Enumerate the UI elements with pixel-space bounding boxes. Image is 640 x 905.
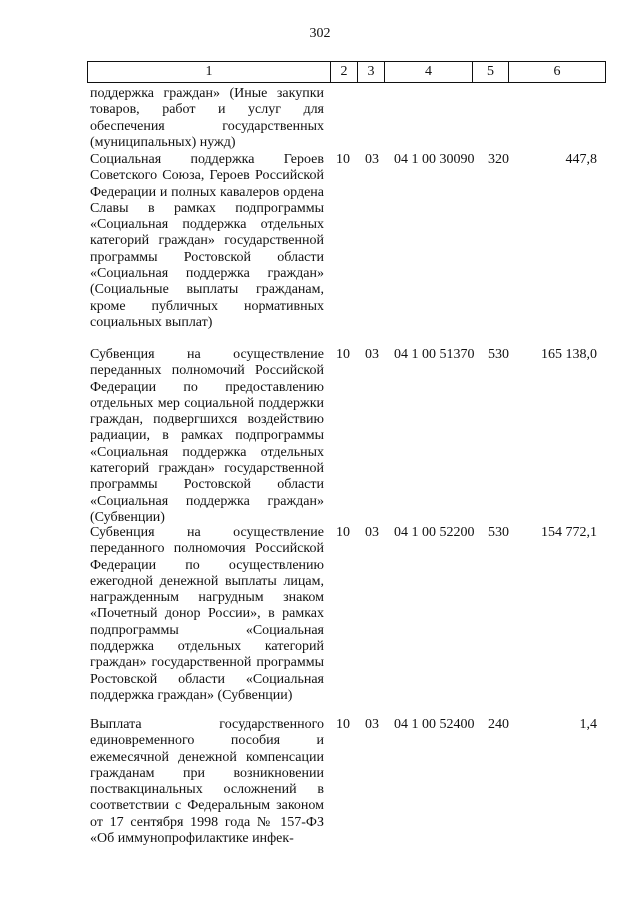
row-description: Выплата государственного единовременного пособия и ежемесячной денежной компенсации гражданам при возникновении поствакцинальных осложнений в соответствии с Федеральным законом от 17 сентября 1998 года № 157-ФЗ «Об иммунопрофилактике инфек- [90, 717, 324, 847]
column-header-6: 6 [553, 64, 561, 79]
row-expense-type: 530 [488, 347, 509, 362]
row-subsection-code: 03 [365, 717, 379, 732]
page-number: 302 [309, 26, 331, 41]
column-header-2: 2 [331, 62, 358, 82]
column-header-1: 1 [88, 62, 331, 82]
row-section-code: 10 [336, 152, 350, 167]
row-amount: 154 772,1 [541, 525, 597, 540]
row-section-code: 10 [336, 717, 350, 732]
row-amount: 1,4 [579, 717, 597, 732]
row-expense-type: 530 [488, 525, 509, 540]
row-description: Социальная поддержка Героев Советского Союза, Героев Российской Федерации и полных кавалеров ордена Славы в рамках подпрограммы «Социальная поддержка отдельных категорий граждан» государственной программы Ростовской области «Социальная поддержка граждан» (Социальные выплаты гражданам, кроме публичных нормативных социальных выплат) [90, 152, 324, 330]
row-expense-type: 320 [488, 152, 509, 167]
row-target-article: 04 1 00 30090 [394, 152, 475, 167]
column-header-5: 5 [473, 62, 509, 82]
column-header-4: 4 [385, 62, 473, 82]
row-target-article: 04 1 00 51370 [394, 347, 475, 362]
column-header-3: 3 [358, 62, 385, 82]
row-subsection-code: 03 [365, 525, 379, 540]
row-subsection-code: 03 [365, 152, 379, 167]
row-subsection-code: 03 [365, 347, 379, 362]
row-section-code: 10 [336, 525, 350, 540]
row-amount: 165 138,0 [541, 347, 597, 362]
row-section-code: 10 [336, 347, 350, 362]
row-description: Субвенция на осуществление переданного полномочия Российской Федерации по осуществлению ежегодной денежной выплаты лицам, награжденным нагрудным знаком «Почетный донор России», в рамках подпрограммы «Социальная поддержка отдельных категорий граждан» государственной программы Ростовской области «Социальная поддержка граждан» (Субвенции) [90, 525, 324, 703]
row-amount: 447,8 [565, 152, 597, 167]
row-target-article: 04 1 00 52200 [394, 525, 475, 540]
row-expense-type: 240 [488, 717, 509, 732]
row-target-article: 04 1 00 52400 [394, 717, 475, 732]
row-description: Субвенция на осуществление переданных полномочий Российской Федерации по предоставлению отдельных мер социальной поддержки граждан, подвергшихся воздействию радиации, в рамках подпрограммы «Социальная поддержка отдельных категорий граждан» государственной программы Ростовской области «Социальная поддержка граждан» (Субвенции) [90, 347, 324, 525]
row-description: поддержка граждан» (Иные закупки товаров, работ и услуг для обеспечения государственных (муниципальных) нужд) [90, 86, 324, 150]
table-header [87, 61, 606, 83]
